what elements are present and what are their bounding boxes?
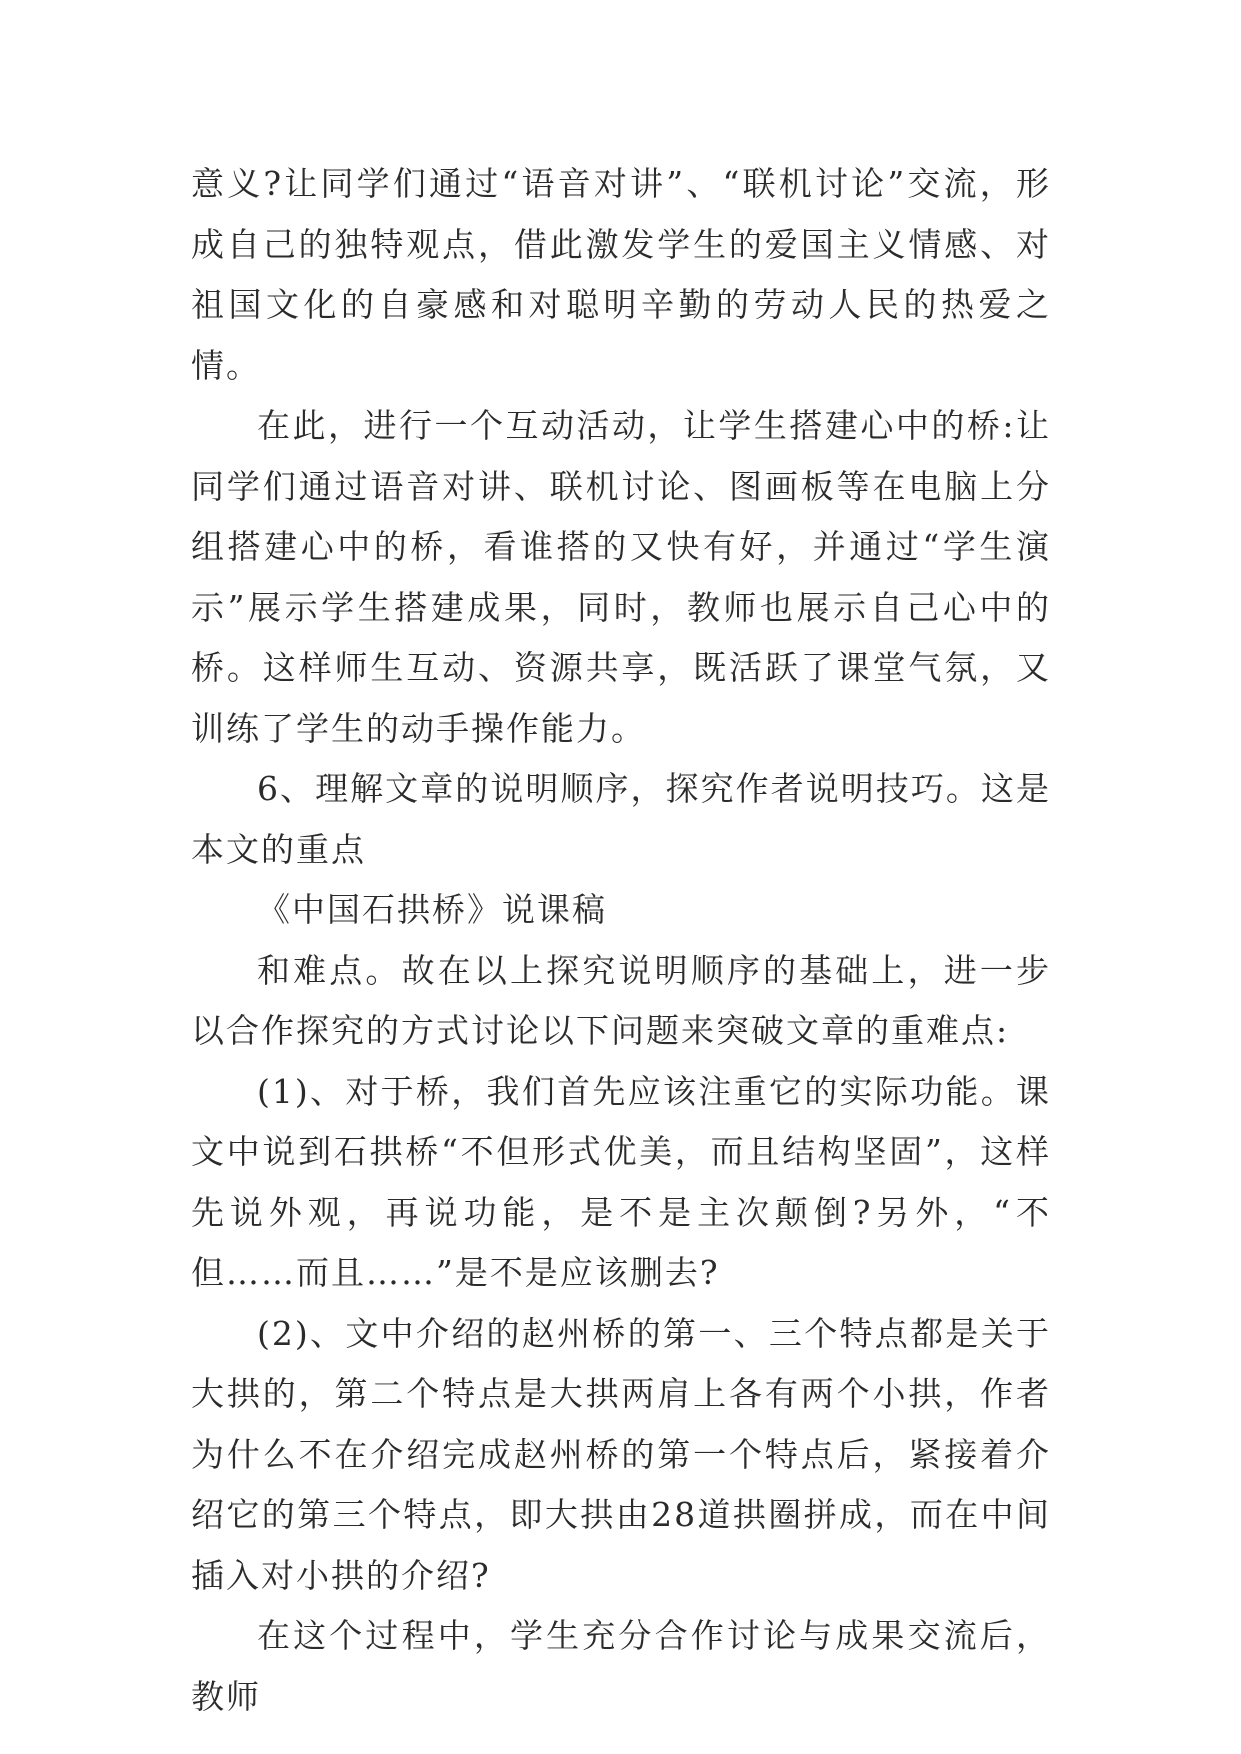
paragraph-3: 6、理解文章的说明顺序，探究作者说明技巧。这是本文的重点	[191, 769, 1051, 869]
paragraph-6: (2)、文中介绍的赵州桥的第一、三个特点都是关于大拱的，第二个特点是大拱两肩上各有两个小拱，作者为什么不在介绍完成赵州桥的第一个特点后，紧接着介绍它的第三个特点，即大拱由28道拱圈拼成，而在中间插入对小拱的介绍?	[191, 1313, 1051, 1595]
paragraph-7: 在这个过程中，学生充分合作讨论与成果交流后，教师	[191, 1616, 1051, 1716]
paragraph-5: (1)、对于桥，我们首先应该注重它的实际功能。课文中说到石拱桥“不但形式优美，而且结构坚固”，这样先说外观，再说功能，是不是主次颠倒?另外，“不但……而且……”是不是应该删去?	[191, 1071, 1051, 1292]
paragraph-4: 和难点。故在以上探究说明顺序的基础上，进一步以合作探究的方式讨论以下问题来突破文章的重难点:	[191, 950, 1051, 1050]
document-body	[191, 154, 1051, 1727]
paragraph-2: 在此，进行一个互动活动，让学生搭建心中的桥:让同学们通过语音对讲、联机讨论、图画板等在电脑上分组搭建心中的桥，看谁搭的又快有好，并通过“学生演示”展示学生搭建成果，同时，教师也展示自己心中的桥。这样师生互动、资源共享，既活跃了课堂气氛，又训练了学生的动手操作能力。	[191, 406, 1051, 748]
lesson-title-line: 《中国石拱桥》说课稿	[257, 890, 607, 929]
paragraph-1: 意义?让同学们通过“语音对讲”、“联机讨论”交流，形成自己的独特观点，借此激发学生的爱国主义情感、对祖国文化的自豪感和对聪明辛勤的劳动人民的热爱之情。	[191, 164, 1051, 385]
